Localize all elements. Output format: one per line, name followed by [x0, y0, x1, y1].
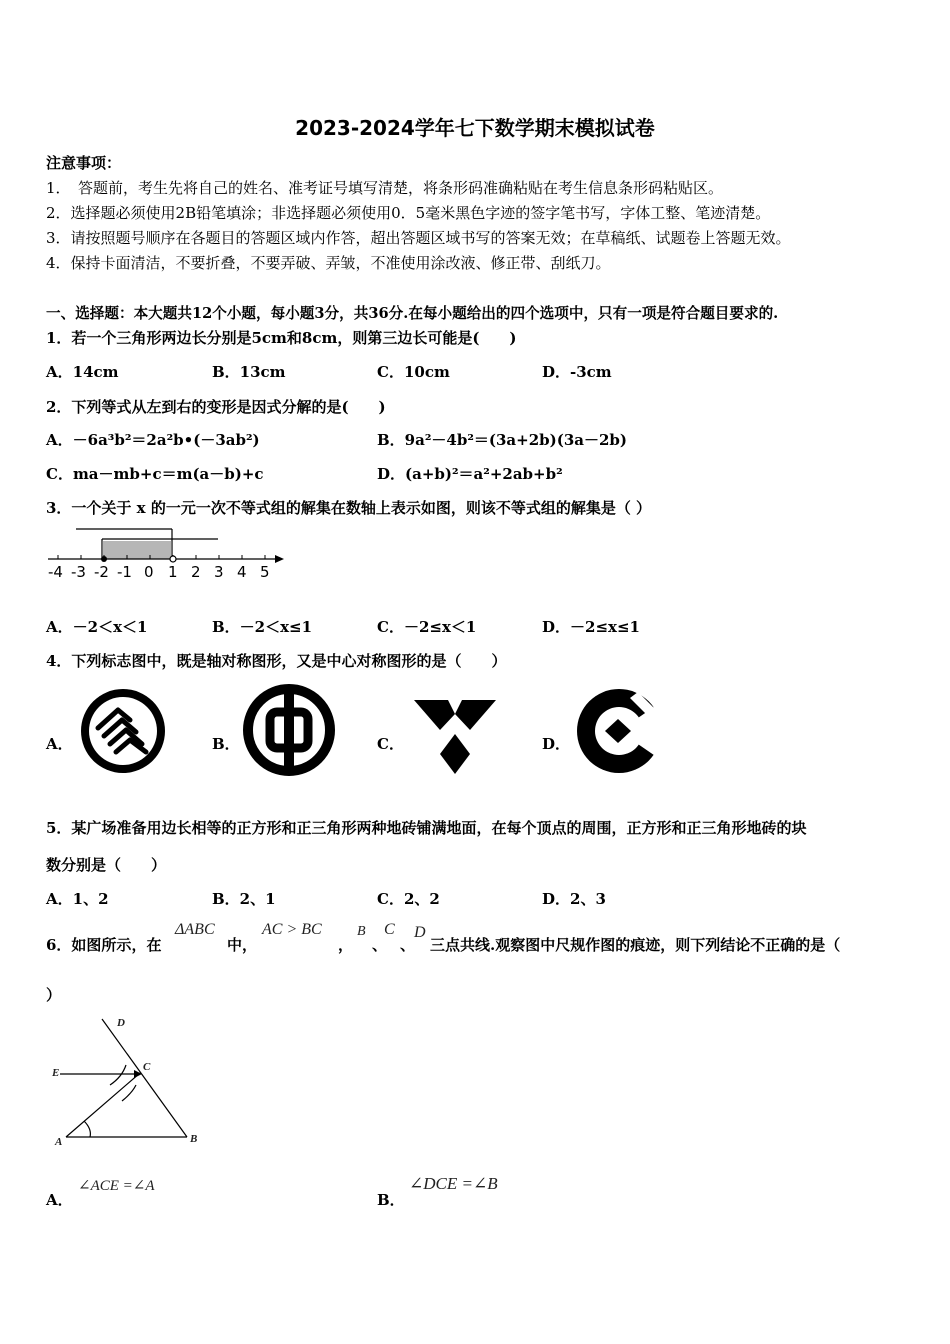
q6-option-b-label: B． — [377, 1191, 405, 1209]
q4-option-d: D． — [542, 735, 571, 753]
notice-heading: 注意事项： — [46, 154, 122, 172]
arrow-icon — [134, 1070, 142, 1078]
open-dot-1 — [170, 556, 176, 562]
mitsubishi-style-logo-icon — [410, 696, 500, 776]
q2-option-c: C．ma－mb+c＝m(a－b)+c — [46, 465, 264, 483]
point-label-c: C — [143, 1061, 151, 1073]
q5-option-b: B．2、1 — [212, 890, 276, 908]
q4-option-a: A． — [46, 735, 73, 753]
q6-text-cont: ） — [46, 986, 62, 1004]
arc-at-a — [84, 1121, 90, 1137]
q3-option-d: D．－2≤x≤1 — [542, 618, 640, 636]
q6-text: ， — [338, 936, 354, 954]
tick-label: 1 — [168, 563, 178, 581]
q6-option-a-expr: ∠ACE =∠A — [78, 1178, 155, 1194]
tick-label: 3 — [214, 563, 224, 581]
line-bd — [102, 1019, 187, 1137]
q1-option-d: D．-3cm — [542, 363, 612, 381]
tick-label: -4 — [48, 563, 63, 581]
q3-option-b: B．－2＜x≤1 — [212, 618, 313, 636]
q4-option-b: B． — [212, 735, 240, 753]
q6-math-inequality: AC > BC — [262, 921, 322, 938]
arc-at-c — [110, 1065, 126, 1085]
tick-label: -3 — [71, 563, 86, 581]
q1-option-c: C．10cm — [377, 363, 450, 381]
point-label-a: A — [55, 1136, 63, 1148]
page-title: 2023-2024学年七下数学期末模拟试卷 — [295, 116, 655, 140]
question-6-stem: 6．如图所示，在 — [46, 936, 162, 954]
q5-option-c: C．2、2 — [377, 890, 440, 908]
q6-option-b-expr: ∠DCE =∠B — [409, 1174, 498, 1193]
question-1-stem: 1．若一个三角形两边长分别是5cm和8cm，则第三边长可能是( ) — [46, 329, 517, 347]
shaded-region — [102, 541, 172, 559]
tick-label: 4 — [237, 563, 247, 581]
question-5-stem: 5．某广场准备用边长相等的正方形和正三角形两种地砖铺满地面，在每个顶点的周围，正方形和正三角形地砖的块 — [46, 819, 807, 837]
q2-option-a: A．－6a³b²＝2a²b•(－3ab²) — [46, 431, 260, 449]
q3-option-c: C．－2≤x＜1 — [377, 618, 477, 636]
q6-math-b: B — [357, 924, 366, 939]
notice-item: 1． 答题前，考生先将自己的姓名、准考证号填写清楚，将条形码准确粘贴在考生信息条形码粘贴区。 — [46, 179, 724, 197]
tick-label: 0 — [144, 563, 154, 581]
china-mobile-logo-icon — [78, 686, 168, 776]
q6-math-triangle: ΔABC — [175, 921, 215, 938]
line-ac — [66, 1073, 140, 1137]
section-heading: 一、选择题：本大题共12个小题，每小题3分，共36分.在每小题给出的四个选项中，只有一项是符合题目要求的. — [46, 305, 779, 322]
triangle-construction-figure — [50, 1015, 210, 1155]
tick-label: -2 — [94, 563, 109, 581]
q6-text: 、 — [372, 936, 388, 954]
notice-item: 2．选择题必须使用2B铅笔填涂；非选择题必须使用0．5毫米黑色字迹的签字笔书写，字体工整、笔迹清楚。 — [46, 204, 771, 222]
q1-option-b: B．13cm — [212, 363, 286, 381]
q2-option-d: D．(a+b)²＝a²+2ab+b² — [377, 465, 563, 483]
notice-item: 3．请按照题号顺序在各题目的答题区域内作答，超出答题区域书写的答案无效；在草稿纸、试题卷上答题无效。 — [46, 229, 791, 247]
closed-dot-minus-2 — [101, 556, 107, 562]
tick-label: 2 — [191, 563, 201, 581]
q1-option-a: A．14cm — [46, 363, 119, 381]
point-label-d: D — [117, 1017, 125, 1029]
point-label-b: B — [190, 1133, 198, 1145]
q6-text: 、 — [400, 936, 416, 954]
notice-item: 4．保持卡面清洁，不要折叠，不要弄破、弄皱，不准使用涂改液、修正带、刮纸刀。 — [46, 254, 611, 272]
question-4-stem: 4．下列标志图中，既是轴对称图形，又是中心对称图形的是（ ） — [46, 652, 507, 670]
q6-math-d: D — [414, 924, 426, 941]
point-label-e: E — [52, 1067, 60, 1079]
q6-text: 三点共线.观察图中尺规作图的痕迹，则下列结论不正确的是（ — [430, 936, 841, 954]
q6-text: 中， — [227, 936, 258, 954]
question-2-stem: 2．下列等式从左到右的变形是因式分解的是( ) — [46, 398, 386, 416]
tick-label: -1 — [117, 563, 132, 581]
construction-bank-logo-icon — [574, 686, 664, 776]
q3-option-a: A．－2＜x＜1 — [46, 618, 148, 636]
q5-option-a: A．1、2 — [46, 890, 109, 908]
q2-option-b: B．9a²－4b²＝(3a+2b)(3a－2b) — [377, 431, 628, 449]
q6-option-a-label: A． — [46, 1191, 73, 1209]
tick-labels — [44, 563, 294, 583]
axis-arrow-icon — [275, 555, 284, 563]
bank-of-china-logo-icon — [244, 684, 334, 776]
tick-label: 5 — [260, 563, 270, 581]
q5-option-d: D．2、3 — [542, 890, 606, 908]
q6-math-c: C — [384, 921, 395, 938]
question-5-stem-cont: 数分别是（ ） — [46, 856, 167, 874]
question-3-stem: 3．一个关于 x 的一元一次不等式组的解集在数轴上表示如图，则该不等式组的解集是（ ） — [46, 499, 652, 517]
q4-option-c: C． — [377, 735, 404, 753]
